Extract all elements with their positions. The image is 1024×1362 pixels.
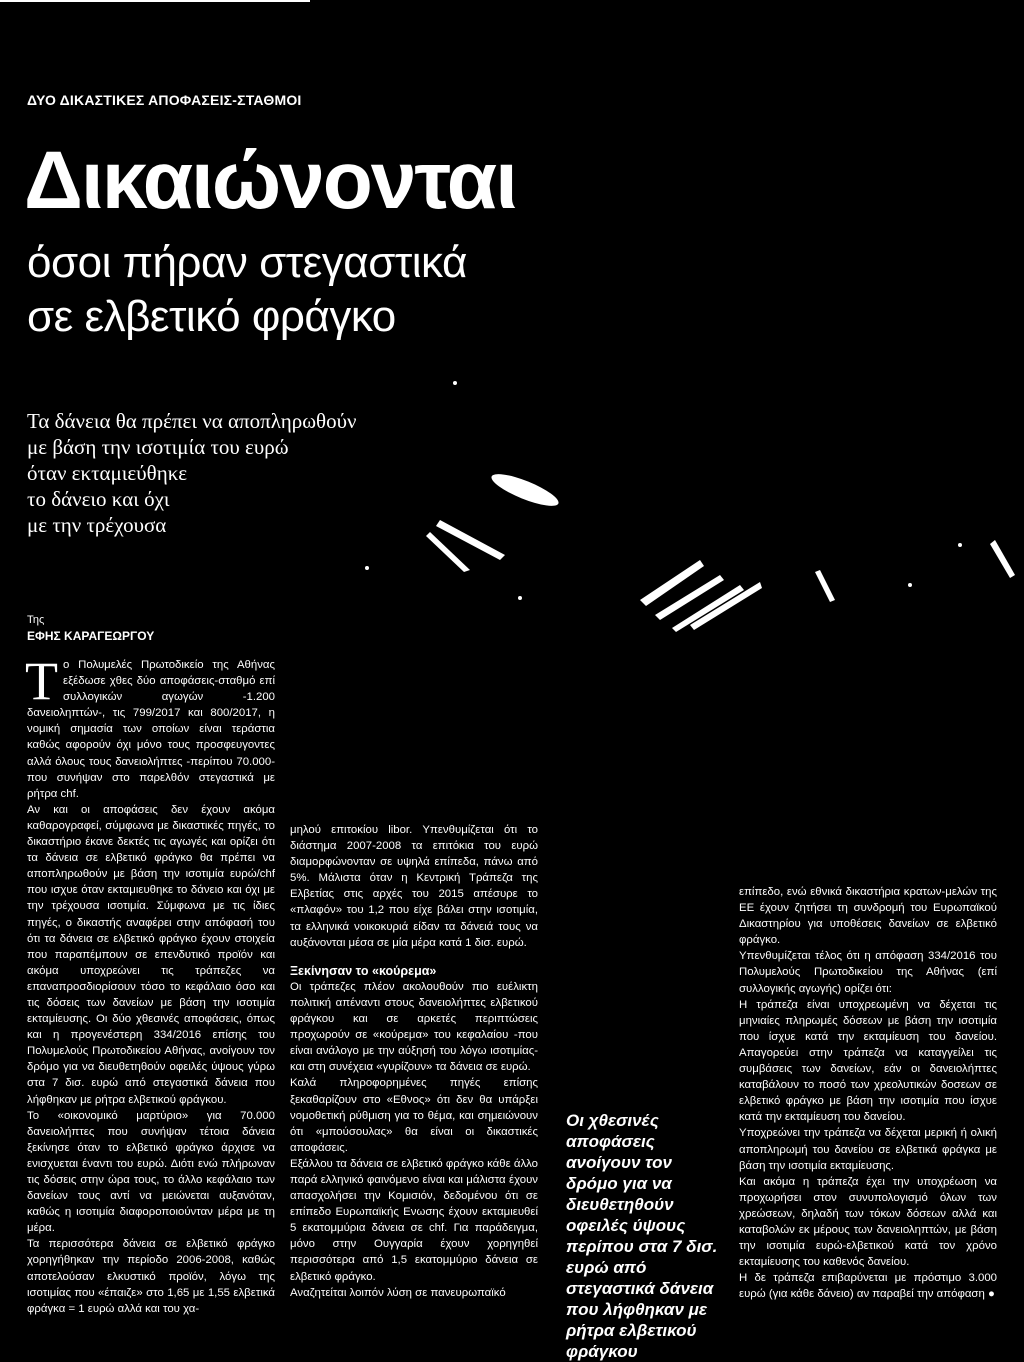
byline [27, 612, 154, 644]
body-paragraph: Αν και οι αποφάσεις δεν έχουν ακόμα καθαρογραφεί, σύμφωνα με δικαστικές πηγές, το δικαστήριο έκανε δεκτές τις αγωγές και ορίζει ότι τα δάνεια σε ελβετικό φράγκο θα πρέπει να αποπληρωθούν με βάση την ισοτιμία ευρώ/chf που ισχυε όταν εκταμιευθηκε το δάνειο και όχι με την τρέχουσα ισοτιμία. Σύμφωνα με τις ίδιες πηγές, ο δικαστής αναφέρει στην απόφασή του ότι τα δάνεια σε ελβετικό φράγκο έχουν στοιχεία που παραπέμπουν σε επενδυτικό προϊόν και ακόμα υποχρεώνει τις τράπεζες να επαναπροσδιορίσουν τόσο το κεφάλαιο όσο και τις δόσεις των δανείων με βάση την ισοτιμία εκταμίευσης. Οι δύο χθεσινές αποφάσεις, όπως και η προγενέστερη 334/2016 επίσης του Πολυμελούς Πρωτοδικείου Αθήνας, ανοίγουν τον δρόμο για να διευθετηθούν οφειλές ύψους γύρω στα 7 δισ. ευρώ από στεγαστικά δάνεια που λήφθηκαν με ρήτρα ελβετικού φράγκου. [27, 803, 275, 1106]
body-paragraph: Εξάλλου τα δάνεια σε ελβετικό φράγκο κάθε άλλο παρά ελληνικό φαινόμενο είναι και μάλιστα έχουν απασχολήσει την Κομισιόν, δεδομένου ότι σε επίπεδο Ευρωπαϊκής Ενωσης έχουν εκταμιευθεί 5 εκατομμύρια δάνεια σε chf. Για παράδειγμα, μόνο στην Ουγγαρία έχουν χορηγηθεί περισσότερα από 1,5 εκατομμύριο δάνεια σε ελβετικό φράγκο. [290, 1157, 538, 1283]
standfirst-line: όταν εκταμιεύθηκε [27, 461, 188, 485]
subhead [27, 236, 467, 344]
body-paragraph: Το «οικονομικό μαρτύριο» για 70.000 δανειολήπτες που συνήψαν τέτοια δάνεια ξεκίνησε όταν το ελβετικό φράγκο άρχισε να ενισχυεται έναντι του ευρώ. Διότι ενώ πλήρωναν τις δόσεις στην ώρα τους, το άλλο κεφάλαιο των δανείων τους αντί να μειώνεται αυξανόταν, καθώς η ισοτιμία διαφοροποιούνταν μέρα με τη μέρα. [27, 1109, 275, 1235]
standfirst-line: το δάνειο και όχι [27, 487, 170, 511]
body-paragraph: Η δε τράπεζα επιβαρύνεται με πρόστιμο 3.000 ευρώ (για κάθε δάνειο) αν παραβεί την απόφαση ● [739, 1272, 997, 1301]
body-paragraph: επίπεδο, ενώ εθνικά δικαστήρια κρατων-μελών της ΕΕ έχουν ζητήσει τη συνδρομή του Ευρωπαϊκού Δικαστηρίου για υποθέσεις δανείων σε ελβετικό φράγκο. [739, 886, 997, 947]
body-paragraph: Υπενθυμίζεται τέλος ότι η απόφαση 334/2016 του Πολυμελούς Πρωτοδικείου της Αθήνας (επί συλλογικής αγωγής) ορίζει ότι: [739, 950, 997, 995]
byline-name: ΕΦΗΣ ΚΑΡΑΓΕΩΡΓΟΥ [27, 629, 155, 643]
body-paragraph: Και ακόμα η τράπεζα έχει την υποχρέωση να προχωρήσει στον συνυπολογισμό όλων των χρεώσεων, δηλαδή των τόκων δόσεων αλλά και καταβολών εκ μέρους των δανειοληπτών, με βάση την ισοτιμία ευρώ-ελβετικού κατά τον χρόνο εκταμίευσης του καθενός δανείου. [739, 1175, 997, 1269]
kicker: ΔΥΟ ΔΙΚΑΣΤΙΚΕΣ ΑΠΟΦΑΣΕΙΣ-ΣΤΑΘΜΟΙ [27, 92, 302, 108]
byline-prefix: Της [27, 614, 45, 626]
standfirst-line: με την τρέχουσα [27, 513, 167, 537]
column-2 [290, 822, 538, 1301]
body-paragraph: Καλά πληροφορημένες πηγές επίσης ξεκαθαρίζουν στο «Εθνος» ότι δεν θα υπάρξει νομοθετική ρύθμιση για το θέμα, και σημειώνουν ότι «μπούσουλας» θα είναι οι δικαστικές αποφάσεις. [290, 1077, 538, 1154]
column-1 [25, 651, 275, 1317]
body-paragraph: Η τράπεζα είναι υποχρεωμένη να δέχεται τις μηνιαίες πληρωμές δόσεων με βάση την ισοτιμία που ίσχυε κατά την εκταμίευση του δανείου. Απαγορεύει στην τράπεζα να καταγγείλει τις συμβάσεις των δανείων, εάν οι δανειολήπτες καταβάλουν το ποσό των χρεολυτικών δοσεων σε ελβετικό φράγκο με βάση την ισοτιμία που ίσχυε κατά την εκταμίευση του δανείου. [739, 998, 997, 1124]
headline: Δικαιώνονται [24, 135, 516, 226]
body-paragraph: Υποχρεώνει την τράπεζα να δέχεται μερική ή ολική αποπληρωμή του δανείου σε ελβετικά φράγκα με βάση την ισοτιμία εκταμίευσης. [739, 1127, 997, 1172]
body-paragraph: Οι τράπεζες πλέον ακολουθούν πιο ευέλικτη πολιτική απέναντι στους δανειολήπτες ελβετικού φράγκου και σε αρκετές περιπτώσεις προχωρούν σε «κούρεμα» του κεφαλαίου -που είναι ανάλογο με την αύξησή του λόγω ισοτιμίας- και στη συνέχεια «γυρίζουν» τα δάνεια σε ευρώ. [290, 980, 538, 1074]
column-4 [739, 884, 997, 1302]
pull-quote: Οι χθεσινές αποφάσεις ανοίγουν τον δρόμο για να διευθετηθούν οφειλές ύψους περίπου στα 7 δισ. ευρώ από στεγαστικά δάνεια που λήφθηκαν με ρήτρα ελβετικού φράγκου [566, 1111, 718, 1361]
standfirst-line: Τα δάνεια θα πρέπει να αποπληρωθούν [27, 409, 357, 433]
section-subheading: Ξεκίνησαν το «κούρεμα» [290, 963, 437, 978]
standfirst [27, 408, 356, 538]
subhead-line: σε ελβετικό φράγκο [27, 292, 396, 341]
standfirst-line: με βάση την ισοτιμία του ευρώ [27, 435, 289, 459]
body-paragraph: μηλού επιτοκίου libor. Υπενθυμίζεται ότι το διάστημα 2007-2008 τα επιτόκια του ευρώ διαμορφώνονταν σε υψηλά επίπεδα, πάνω από 5%. Μάλιστα όταν η Κεντρική Τράπεζα της Ελβετίας στις αρχές του 2015 απέσυρε το «πλαφόν» του 1,2 που είχε βάλει στην ισοτιμία, τα ελληνικά νοικοκυριά είδαν τα δάνειά τους να αυξάνονται μέσα σε μία μέρα κατά 1 δισ. ευρώ. [290, 824, 538, 949]
body-paragraph: Αναζητείται λοιπόν λύση σε πανευρωπαϊκό [290, 1286, 506, 1299]
top-rule [0, 0, 310, 2]
subhead-line: όσοι πήραν στεγαστικά [27, 238, 467, 287]
drop-cap: Τ [25, 651, 58, 711]
body-paragraph: Τα περισσότερα δάνεια σε ελβετικό φράγκο χορηγήθηκαν την περίοδο 2006-2008, καθώς αποτελούσαν ελκυστικό προϊόν, λόγω της ισοτιμίας που «έπαιζε» στο 1,65 με 1,55 ελβετικά φράγκα = 1 ευρώ αλλά και του χα- [27, 1238, 275, 1315]
intro-paragraph: ο Πολυμελές Πρωτοδικείο της Αθήνας εξέδωσε χθες δύο αποφάσεις-σταθμό επί συλλογικών αγωγών -1.200 δανειοληπτών-, τις 799/2017 και 800/2017, η νομική σημασία των οποίων είναι τεράστια καθώς αφορούν όχι μόνο τους προσφευγοντες αλλά όλους τους δανειολήπτες -περίπου 70.000- που συνήψαν στο παρελθόν στεγαστικά με ρήτρα chf. [27, 659, 275, 800]
